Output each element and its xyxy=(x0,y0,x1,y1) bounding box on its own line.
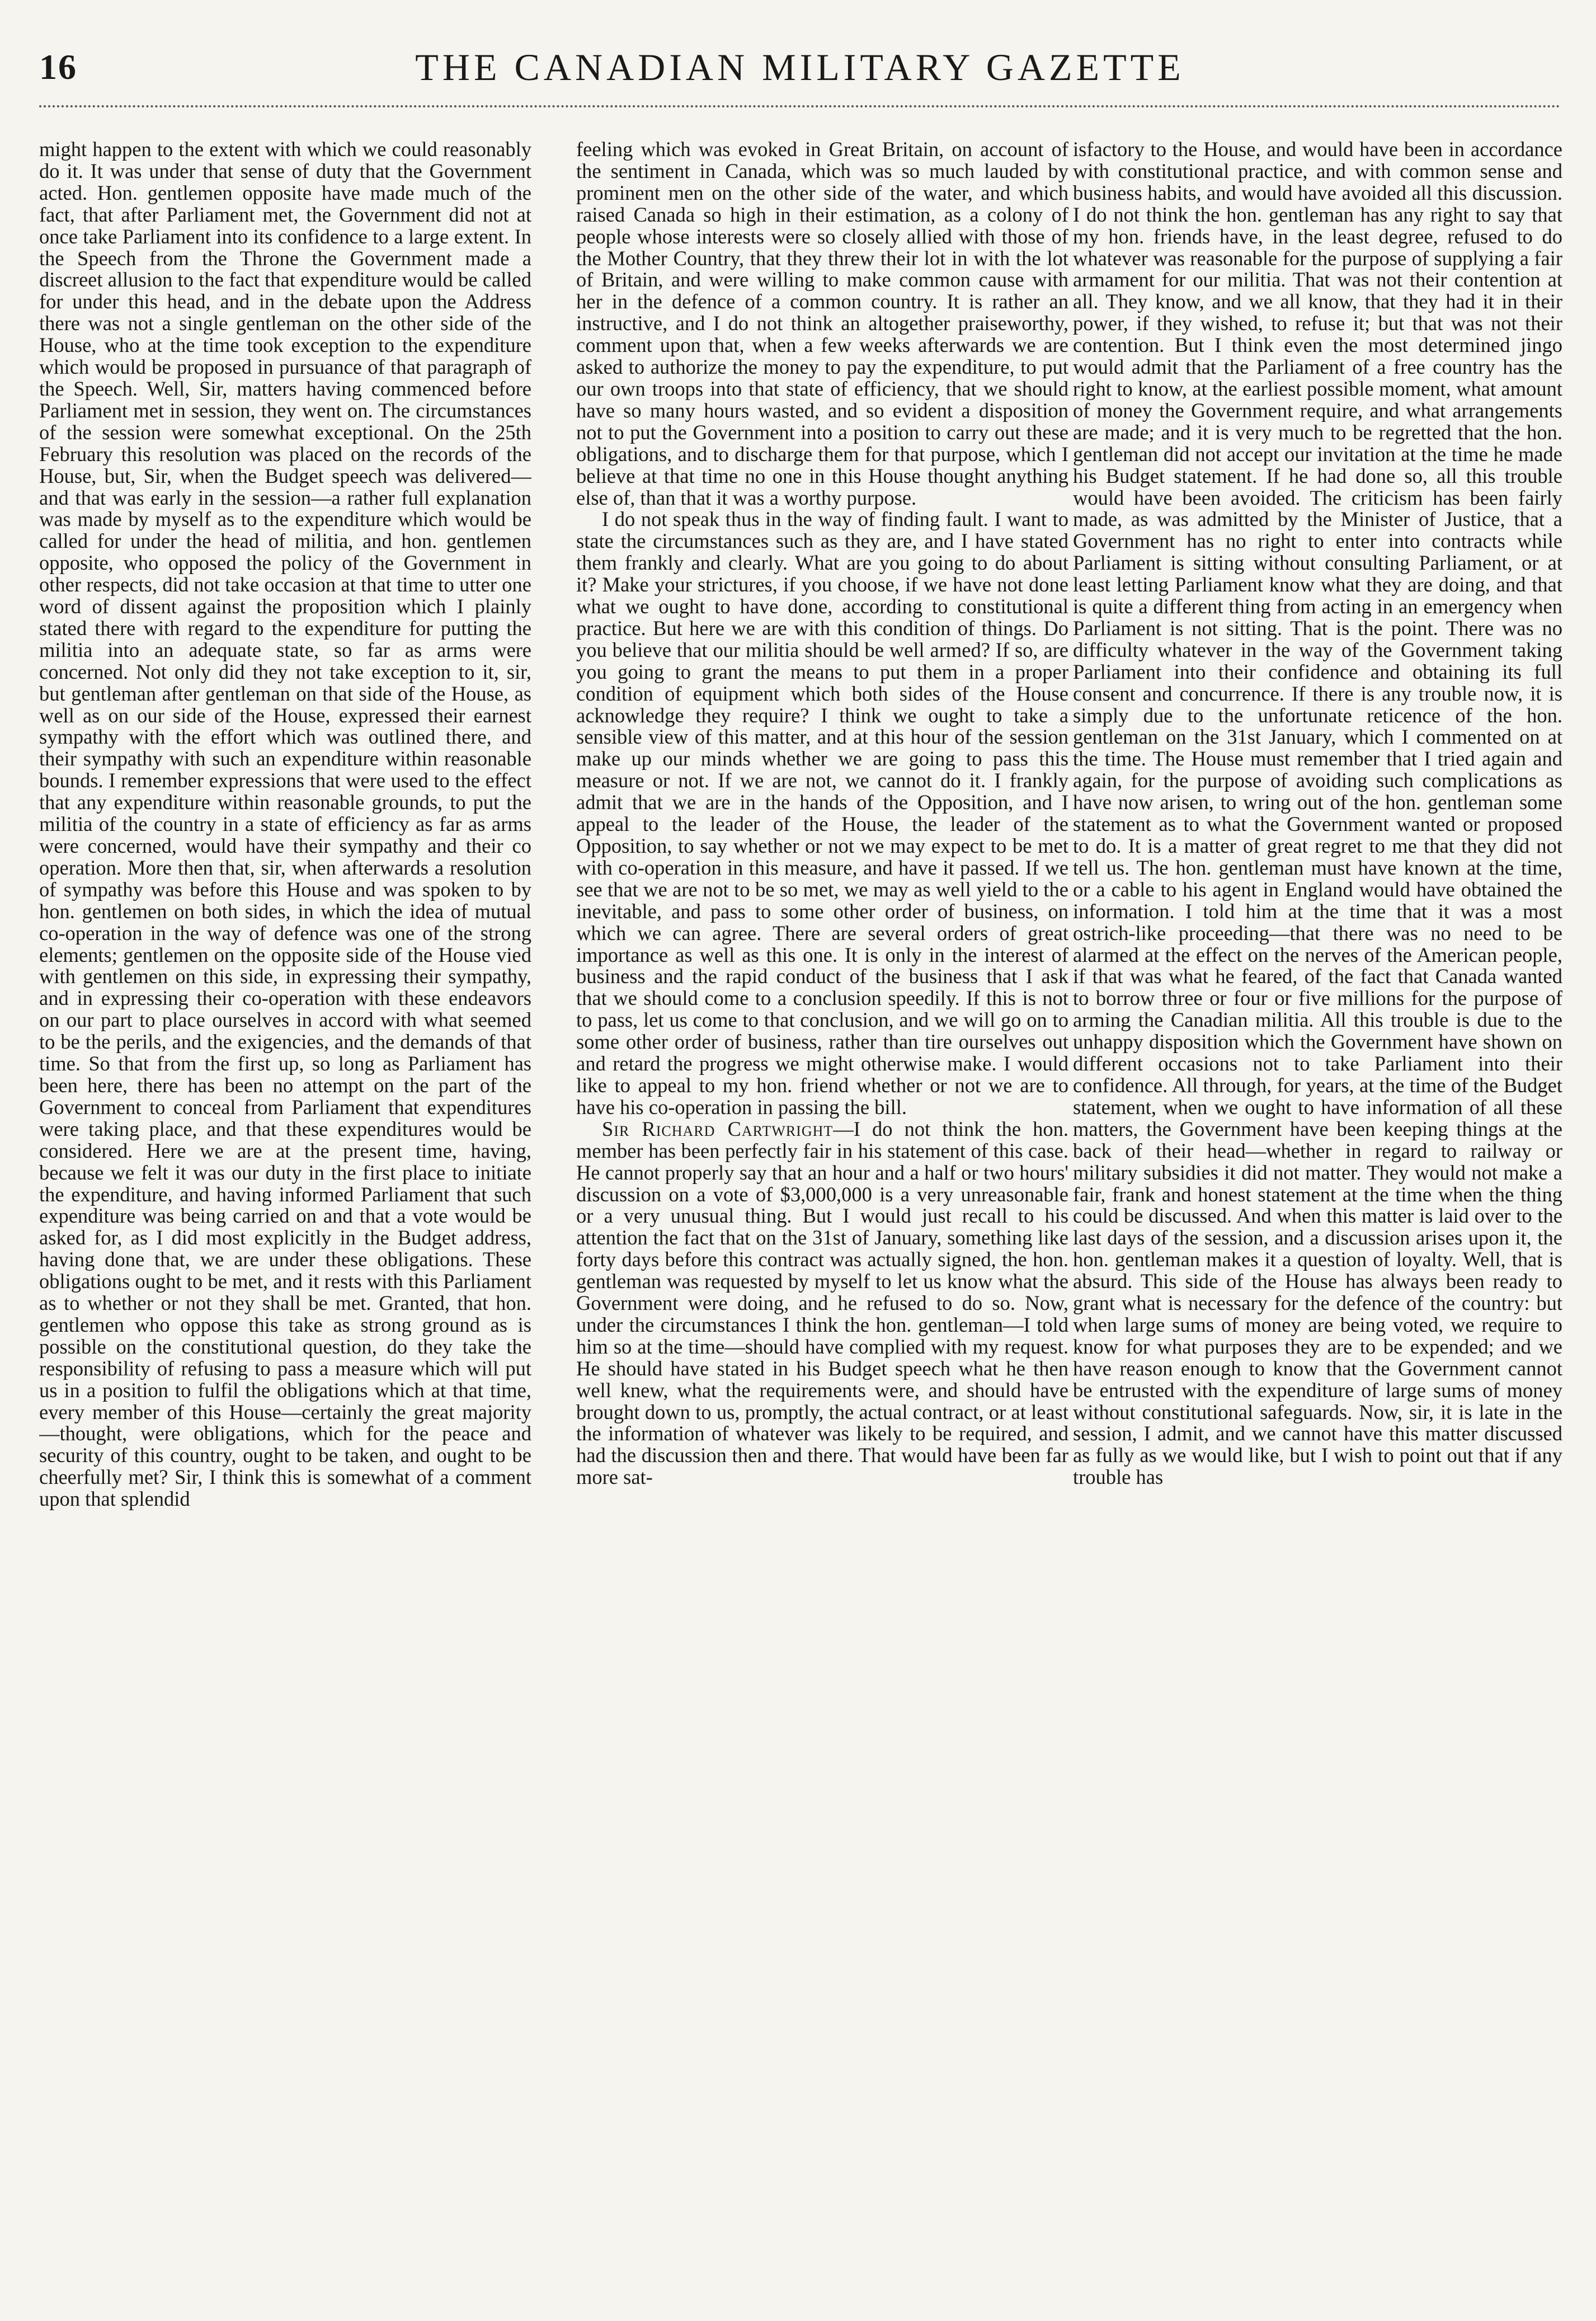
paragraph: I do not speak thus in the way of finding fault. I want to state the circumstances such as they are, and I have stated them frankly and clearly. What are you going to do about it? Make your strictures, if you choose, if we have not done what we ought to have done, according to constitutional practice. But here we are with this condition of things. Do you believe that our militia should be well armed? If so, are you going to grant the means to put them in a proper condition of equipment which both sides of the House acknowledge they require? I think we ought to take a sensible view of this matter, and at this hour of the session make up our minds whether we are going to pass this measure or not. If we are not, we cannot do it. I frankly admit that we are in the hands of the Opposition, and I appeal to the leader of the House, the leader of the Opposition, to say whether or not we may expect to be met with co-operation in this measure, and have it passed. If we see that we are not to be so met, we may as well yield to the inevitable, and pass to some other order of business, on which we can agree. There are several orders of great importance as well as this one. It is only in the interest of business and the rapid conduct of the business that I ask that we should come to a conclusion speedily. If this is not to pass, let us come to that conclusion, and we will go on to some other order of business, rather than tire ourselves out and retard the progress we might otherwise make. I would like to appeal to my hon. friend whether or not we are to have his co-operation in passing the bill. xyxy=(576,508,1068,1119)
paragraph: feeling which was evoked in Great Britain, on account of the sentiment in Canada, which was so much lauded by prominent men on the other side of the water, and which raised Canada so high in their estimation, as a colony of people whose interests were so closely allied with those of the Mother Country, that they threw their lot in with the lot of Britain, and were willing to make common cause with her in the defence of a common country. It is rather an instructive, and I do not think an altogether praiseworthy, comment upon that, when a few weeks afterwards we are asked to authorize the money to pay the expenditure, to put our own troops into that state of efficiency, that we should have so many hours wasted, and so evident a disposition not to put the Government into a position to carry out these obligations, and to discharge them for that purpose, which I believe at that time no one in this House thought anything else of, than that it was a worthy purpose. xyxy=(576,139,1068,509)
speaker-name: Sir Richard Cartwright xyxy=(602,1117,834,1140)
speech-text: —I do not think the hon. member has been perfectly fair in his statement of this case. He cannot properly say that an hour and a half or two hours' discussion on a vote of $3,000,000 is a very unreasonable or a very unusual thing. But I would just recall to his attention the fact that on the 31st of January, something like forty days before this contract was actually signed, the hon. gentleman was requested by myself to let us know what the Government were doing, and he refused to do so. Now, under the circumstances I think the hon. gentleman—I told him so at the time—should have complied with my request. He should have stated in his Budget speech what he then well knew, what the requirements were, and should have brought down to us, promptly, the actual contract, or at least the information of whatever was likely to be required, and had the discussion then and there. That would have been far more sat- xyxy=(576,1117,1068,1489)
page-header xyxy=(39,45,1561,90)
masthead-title: THE CANADIAN MILITARY GAZETTE xyxy=(415,46,1185,88)
text-column-1 xyxy=(39,139,531,2299)
speaker-paragraph xyxy=(576,1119,1068,1488)
paragraph: might happen to the extent with which we could reasonably do it. It was under that sense of duty that the Government acted. Hon. gentlemen opposite have made much of the fact, that after Parliament met, the Government did not at once take Parliament into its confidence to a large extent. In the Speech from the Throne the Government made a discreet allusion to the fact that expenditure would be called for under this head, and in the debate upon the Address there was not a single gentleman on the other side of the House, who at the time took exception to the expenditure which would be proposed in pursuance of that paragraph of the Speech. Well, Sir, matters having commenced before Parliament met in session, they went on. The circumstances of the session were somewhat exceptional. On the 25th February this resolution was placed on the records of the House, but, Sir, when the Budget speech was delivered—and that was early in the session—a rather full explanation was made by myself as to the expenditure which would be called for under the head of militia, and hon. gentlemen opposite, who opposed the policy of the Government in other respects, did not take occasion at that time to utter one word of dissent against the proposition which I plainly stated there with regard to the expenditure for putting the militia into an adequate state, so far as arms were concerned. Not only did they not take exception to it, sir, but gentleman after gentleman on that side of the House, as well as on our side of the House, expressed their earnest sympathy with the effort which was outlined there, and their sympathy with such an expenditure within reasonable bounds. I remember expressions that were used to the effect that any expenditure within reasonable grounds, to put the militia of the country in a state of efficiency as far as arms were concerned, would have their sympathy and their co operation. More then that, sir, when afterwards a resolution of sympathy was before this House and was spoken to by hon. gentlemen on both sides, in which the idea of mutual co-operation in the way of defence was one of the strong elements; gentlemen on the opposite side of the House vied with gentlemen on this side, in expressing their sympathy, and in expressing their co-operation with these endeavors on our part to place ourselves in accord with what seemed to be the perils, and the exigencies, and the demands of that time. So that from the first up, so long as Parliament has been here, there has been no attempt on the part of the Government to conceal from Parliament that expenditures were taking place, and that these expenditures would be considered. Here we are at the present time, having, because we felt it was our duty in the first place to initiate the expenditure, and having informed Parliament that such expenditure was being carried on and that a vote would be asked for, as I did most explicitly in the Budget address, having done that, we are under these obligations. These obligations ought to be met, and it rests with this Parliament as to whether or not they shall be met. Granted, that hon. gentlemen who oppose this take as strong ground as is possible on the constitutional question, do they take the responsibility of refusing to pass a measure which will put us in a position to fulfil the obligations which at that time, every member of this House—certainly the great majority—thought, were obligations, which for the peace and security of this country, ought to be taken, and ought to be cheerfully met? Sir, I think this is somewhat of a comment upon that splendid xyxy=(39,139,531,1511)
paragraph: isfactory to the House, and would have been in accordance with constitutional practice, and with common sense and business habits, and would have avoided all this discussion. I do not think the hon. gentleman has any right to say that my hon. friends have, in the least degree, refused to do whatever was reasonable for the purpose of supplying a fair armament for our militia. That was not their contention at all. They know, and we all know, that they had it in their power, if they wished, to refuse it; but that was not their contention. But I think even the most determined jingo would admit that the Parliament of a free country has the right to know, at the earliest possible moment, what amount of money the Government require, and what arrangements are made; and it is very much to be regretted that the hon. gentleman did not accept our invitation at the time he made his Budget statement. If he had done so, all this trouble would have been avoided. The criticism has been fairly made, as was admitted by the Minister of Justice, that a Government has no right to enter into contracts while Parliament is sitting without consulting Parliament, or at least letting Parliament know what they are doing, and that is quite a different thing from acting in an emergency when Parliament is not sitting. That is the point. There was no difficulty whatever in the way of the Government taking Parliament into their confidence and obtaining its full consent and concurrence. If there is any trouble now, it is simply due to the unfortunate reticence of the hon. gentleman on the 31st January, which I commented on at the time. The House must remember that I tried again and again, for the purpose of avoiding such complications as have now arisen, to wring out of the hon. gentleman some statement as to what the Government wanted or proposed to do. It is a matter of great regret to me that they did not tell us. The hon. gentleman must have known at the time, or a cable to his agent in England would have obtained the information. I told him at the time that it was a most ostrich-like proceeding—that there was no need to be alarmed at the effect on the nerves of the American people, if that was what he feared, of the fact that Canada wanted to borrow three or four or five millions for the purpose of arming the Canadian militia. All this trouble is due to the unhappy disposition which the Government have shown on different occasions not to take Parliament into their confidence. All through, for years, at the time of the Budget statement, when we ought to have information of all these matters, the Government have been keeping things at the back of their head—whether in regard to railway or military subsidies it did not matter. They would not make a fair, frank and honest statement at the time when the thing could be discussed. And when this matter is laid over to the last days of the session, and a discussion arises upon it, the hon. gentleman makes it a question of loyalty. Well, that is absurd. This side of the House has always been ready to grant what is necessary for the defence of the country: but when large sums of money are being voted, we require to know for what purposes they are to be expended; and we have reason enough to know that the Government cannot be entrusted with the expenditure of large sums of money without constitutional safeguards. Now, sir, it is late in the session, I admit, and we cannot have this matter discussed as fully as we would like, but I wish to point out that if any trouble has xyxy=(1073,139,1562,1489)
header-rule xyxy=(39,105,1561,107)
text-column-3 xyxy=(1073,139,1562,2299)
page-number: 16 xyxy=(39,47,77,87)
text-column-2 xyxy=(576,139,1068,2299)
